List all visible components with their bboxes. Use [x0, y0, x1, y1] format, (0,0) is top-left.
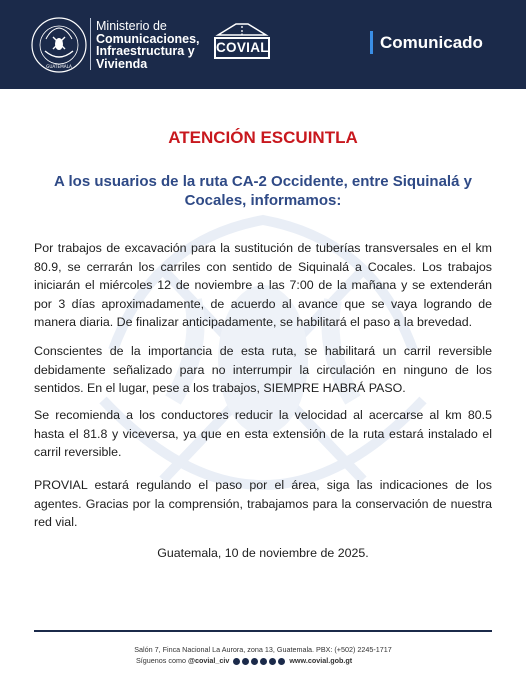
- header-banner: [0, 0, 526, 89]
- covial-logo: [214, 23, 270, 60]
- youtube-icon[interactable]: [251, 658, 258, 665]
- ministry-line-2: Comunicaciones,: [96, 31, 200, 46]
- follow-prefix: Síguenos como: [136, 656, 186, 665]
- covial-label: COVIAL: [214, 37, 270, 59]
- ministry-line-1: Ministerio de: [96, 19, 167, 33]
- notice-subtitle: A los usuarios de la ruta CA-2 Occidente, entre Siquinalá y Cocales, informamos:: [54, 173, 472, 209]
- social-icons: [233, 656, 287, 666]
- notice-title: ATENCIÓN ESCUINTLA: [168, 128, 358, 147]
- notice-date: Guatemala, 10 de noviembre de 2025.: [157, 546, 369, 560]
- comunicado-label: Comunicado: [380, 33, 483, 52]
- ministry-line-4: Vivienda: [96, 56, 148, 71]
- paragraph-provial: PROVIAL estará regulando el paso por el área, siga las indicaciones de los agentes. Gracias por la comprensión, trabajamos para la conservación de nuestra red vial.: [34, 478, 492, 530]
- footer-address: Salón 7, Finca Nacional La Aurora, zona 13, Guatemala. PBX: (+502) 2245-1717: [134, 645, 392, 654]
- web-icon[interactable]: [278, 658, 285, 665]
- tiktok-icon[interactable]: [269, 658, 276, 665]
- website-link[interactable]: www.covial.gob.gt: [289, 656, 353, 665]
- paragraph-closure: Por trabajos de excavación para la sustitución de tuberías transversales en el km 80.9, se cerrarán los carriles con sentido de Siquinalá a Cocales. Los trabajos iniciarán el miércoles 12 de noviembre a las 7:00 de la mañana y se extenderán por 3 días aproximadamente, de acuerdo al avance que se vaya logrando de manera diaria. De finalizar anticipadamente, se habilitará el paso a la brevedad.: [34, 241, 492, 330]
- footer-rule: [34, 630, 492, 632]
- social-handle[interactable]: @covial_civ: [187, 656, 230, 665]
- guatemala-seal-icon: [31, 17, 87, 73]
- header-divider: [90, 18, 91, 70]
- facebook-icon[interactable]: [233, 658, 240, 665]
- twitter-icon[interactable]: [242, 658, 249, 665]
- footer-social-line: [136, 656, 352, 666]
- comunicado-accent-bar: [370, 31, 373, 54]
- ministry-name: [96, 20, 200, 70]
- paragraph-speed-recommendation: Se recomienda a los conductores reducir la velocidad al acercarse al km 80.5 hasta el 81.8 y viceversa, ya que en esta extensión de la ruta estará instalado el carril reversible.: [34, 408, 492, 460]
- paragraph-reversible-lane: Conscientes de la importancia de esta ruta, se habilitará un carril reversible debidamente señalizado para no interrumpir la circulación en ninguno de los sentidos. En el lugar, pese a los trabajos, SIEMPRE HABRÁ PASO.: [34, 344, 492, 396]
- svg-text:GUATEMALA: GUATEMALA: [46, 64, 72, 69]
- road-icon: [214, 23, 270, 36]
- instagram-icon[interactable]: [260, 658, 267, 665]
- ministry-line-3: Infraestructura y: [96, 44, 195, 58]
